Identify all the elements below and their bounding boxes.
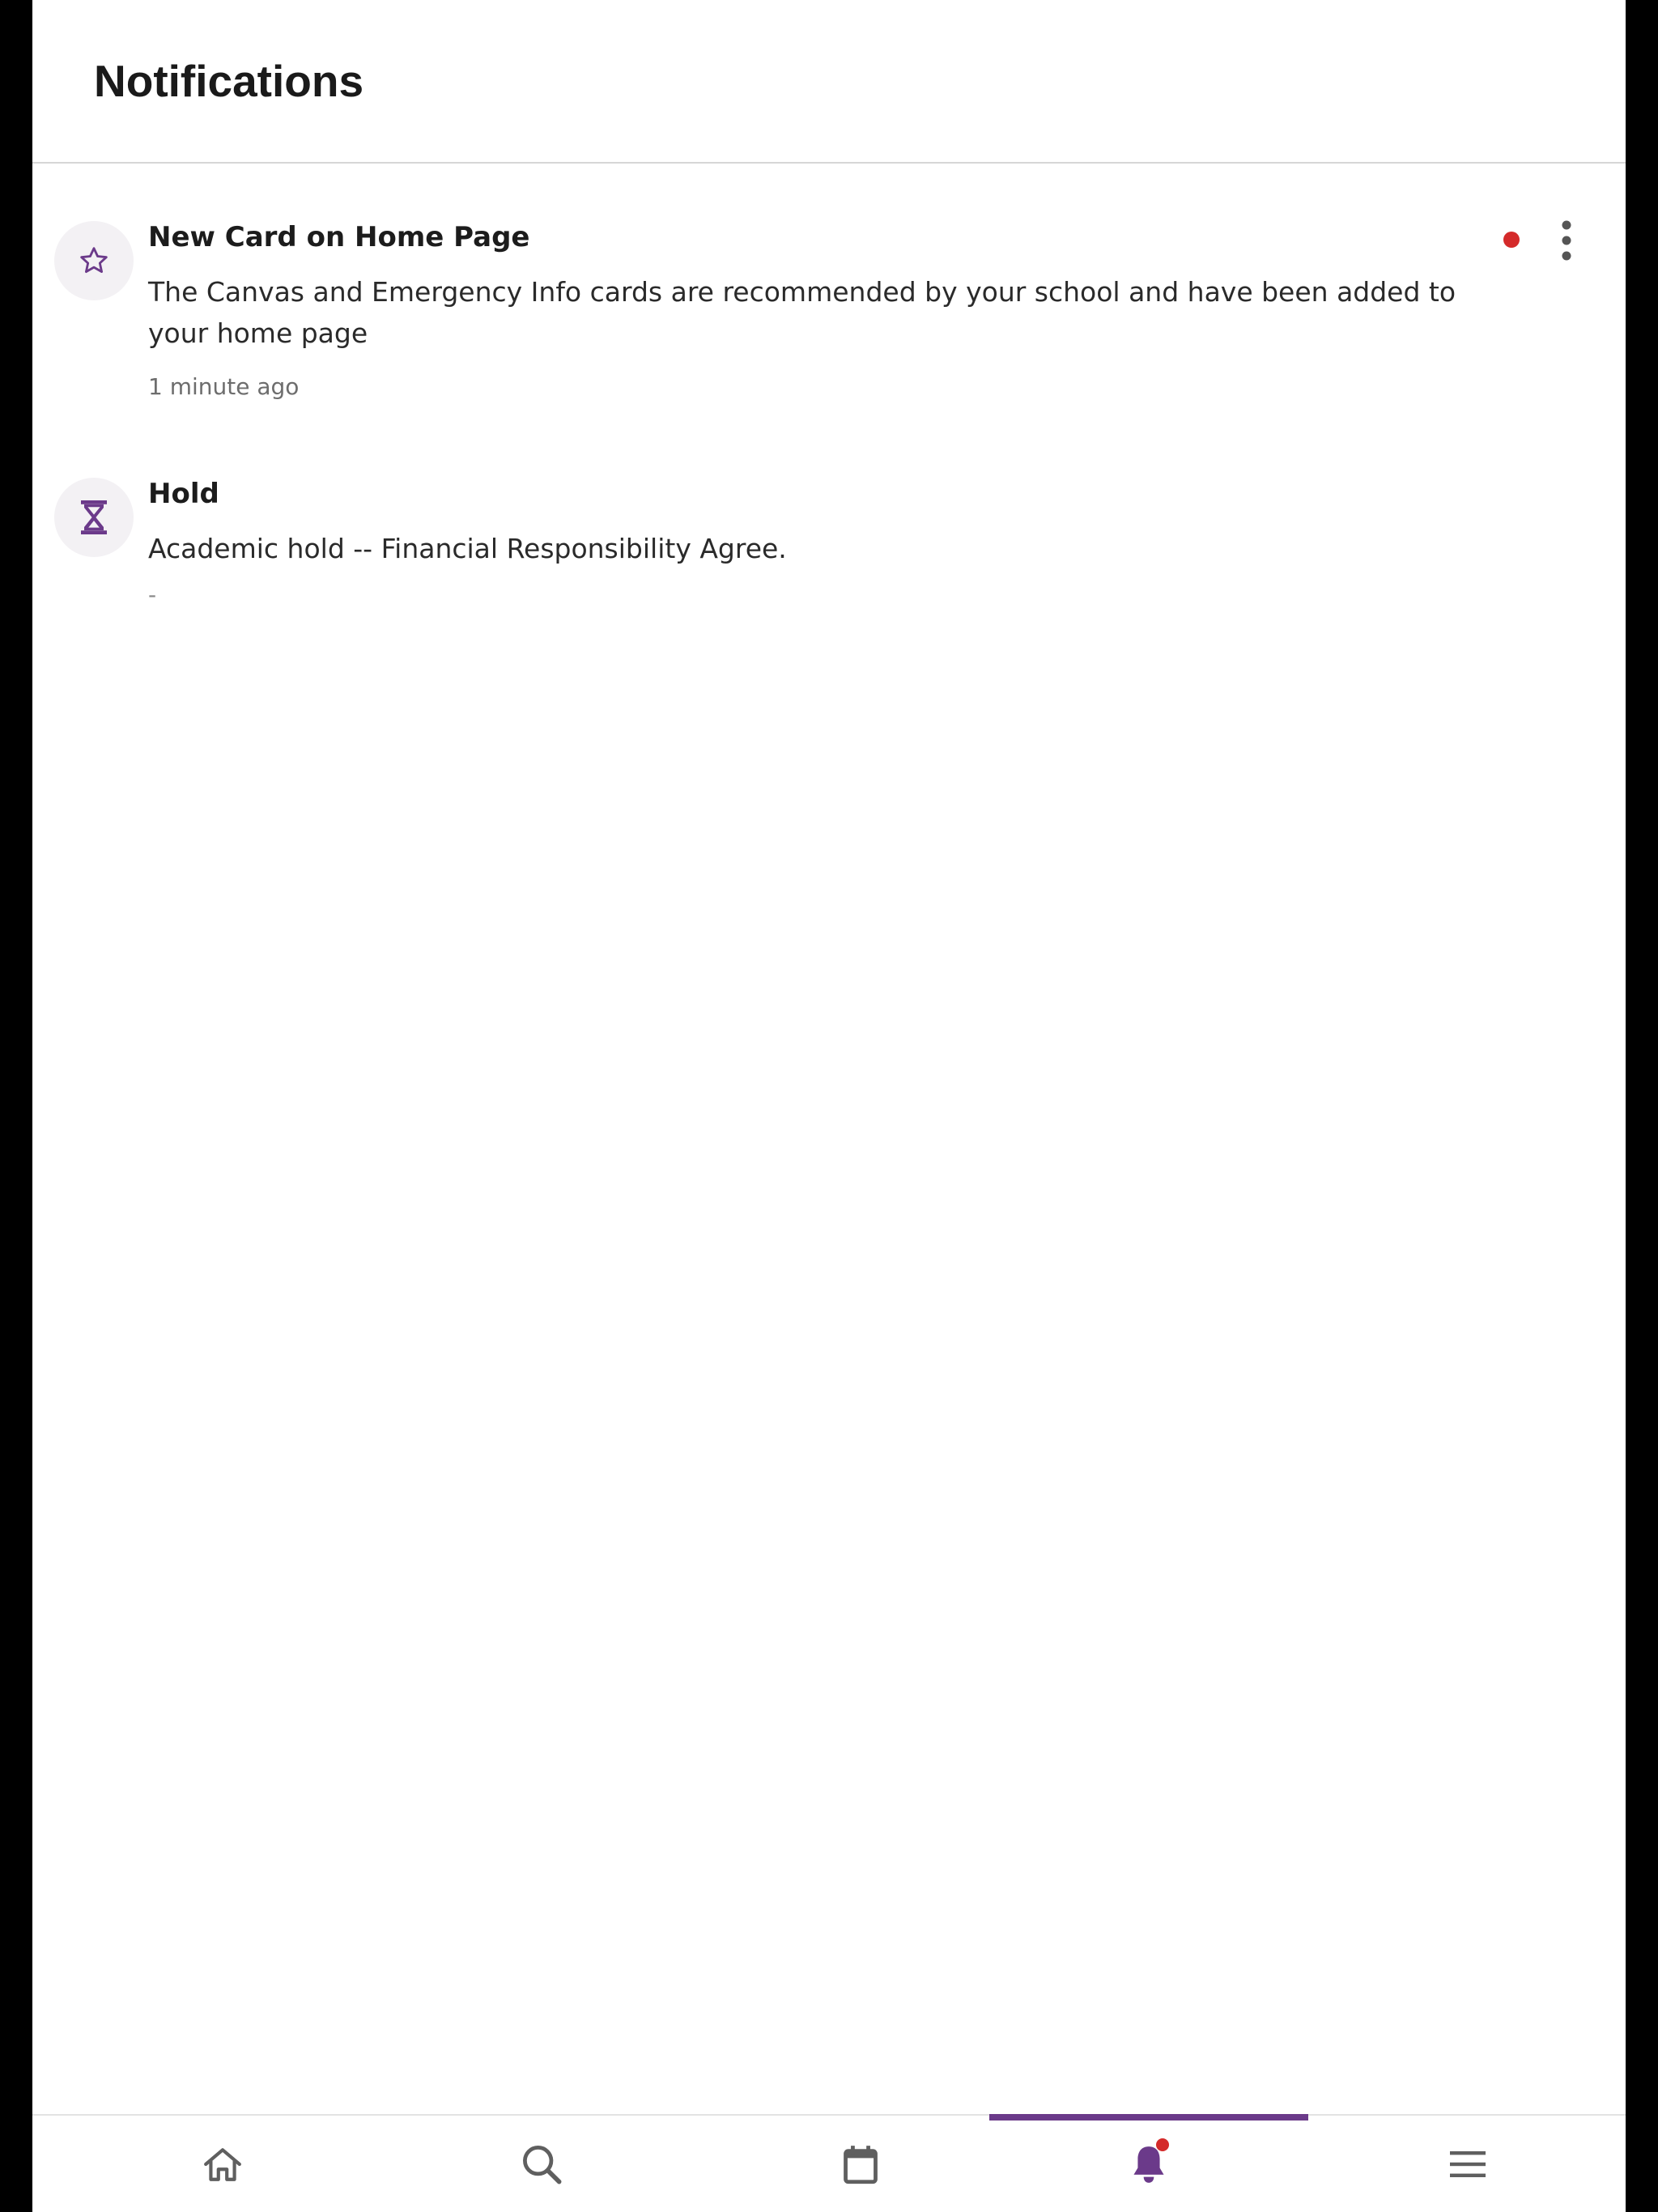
notification-title: New Card on Home Page	[148, 221, 530, 253]
home-icon	[202, 2146, 243, 2183]
unread-indicator	[1503, 232, 1520, 248]
nav-calendar[interactable]	[701, 2116, 1020, 2212]
search-icon	[521, 2143, 563, 2185]
notification-icon-circle	[54, 221, 134, 300]
notification-item[interactable]	[32, 217, 1626, 411]
notification-body: Academic hold -- Financial Responsibility Agree.	[148, 533, 787, 564]
notification-time: -	[148, 581, 157, 608]
more-options-button[interactable]	[1546, 217, 1587, 264]
page-title: Notifications	[94, 56, 364, 106]
notification-time: 1 minute ago	[148, 373, 300, 400]
hourglass-icon	[79, 500, 108, 535]
bottom-nav	[32, 2114, 1626, 2212]
menu-icon	[1450, 2150, 1486, 2179]
nav-search[interactable]	[382, 2116, 701, 2212]
nav-notifications[interactable]	[989, 2116, 1308, 2212]
notification-badge	[1156, 2138, 1169, 2151]
notification-item[interactable]	[32, 474, 1626, 611]
active-tab-indicator	[989, 2114, 1308, 2121]
star-icon	[78, 245, 110, 277]
header	[32, 0, 1626, 164]
notification-body: The Canvas and Emergency Info cards are recommended by your school and have been added to your home page	[148, 276, 1456, 349]
notification-title: Hold	[148, 478, 219, 510]
more-vertical-icon	[1561, 220, 1572, 261]
calendar-icon	[843, 2144, 878, 2184]
notification-icon-circle	[54, 478, 134, 557]
app	[32, 0, 1626, 2212]
nav-menu[interactable]	[1308, 2116, 1626, 2212]
nav-home[interactable]	[63, 2116, 382, 2212]
